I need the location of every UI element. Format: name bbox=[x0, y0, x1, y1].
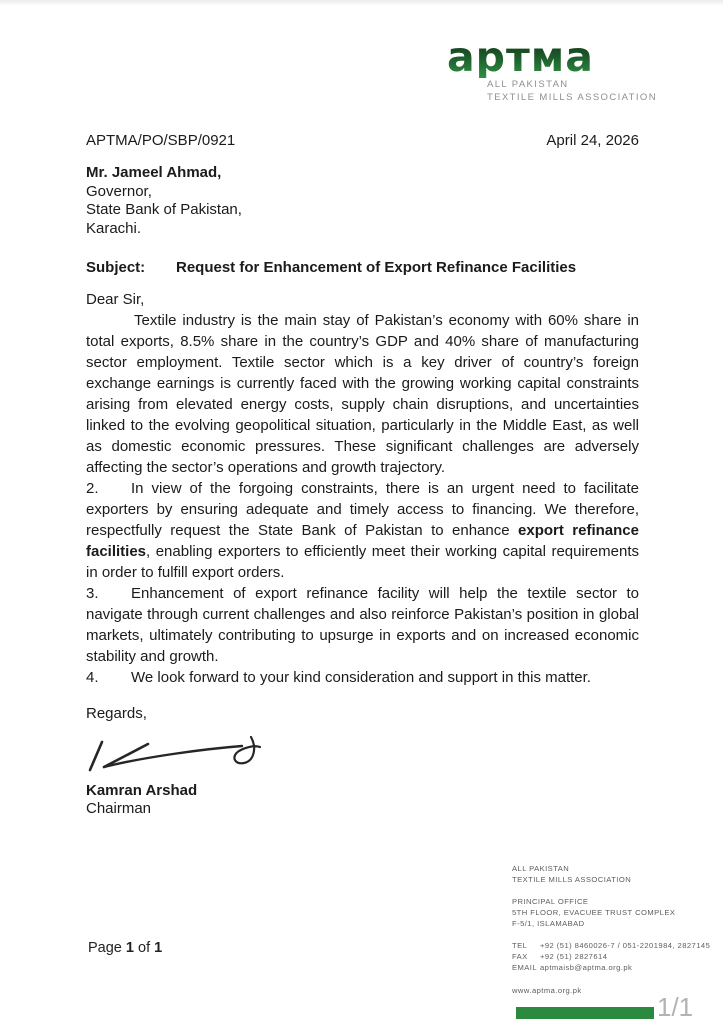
page-total: 1 bbox=[154, 940, 163, 956]
footer-fax-value: +92 (51) 2827614 bbox=[540, 952, 608, 961]
reference-row bbox=[86, 130, 639, 151]
footer-contact-block bbox=[512, 863, 712, 984]
footer-email-label: EMAIL bbox=[512, 963, 538, 972]
of-word: of bbox=[133, 940, 155, 956]
paragraph-4-number: 4. bbox=[86, 669, 99, 686]
footer-address-line1: 5TH FLOOR, EVACUEE TRUST COMPLEX bbox=[512, 908, 676, 917]
footer-org-line2: TEXTILE MILLS ASSOCIATION bbox=[512, 875, 632, 884]
paragraph-2 bbox=[86, 478, 639, 583]
closing-regards: Regards, bbox=[86, 705, 147, 722]
footer-address-line2: F-5/1, ISLAMABAD bbox=[512, 919, 585, 928]
salutation: Dear Sir, bbox=[86, 291, 145, 308]
paragraph-3 bbox=[86, 583, 639, 667]
paragraph-4 bbox=[86, 667, 639, 688]
paragraph-2-text-a: In view of the forgoing constraints, there is an urgent need to facilitate exporters by ensuring adequate and timely access to financing. We therefore, respectfully request the State Bank of Pakistan to enhance bbox=[86, 480, 639, 539]
footer-website: www.aptma.org.pk bbox=[512, 986, 582, 995]
footer-address bbox=[512, 896, 712, 929]
page-count bbox=[88, 940, 162, 956]
subject-line bbox=[86, 257, 639, 278]
footer-tel-label: TEL bbox=[512, 941, 528, 950]
page-number: 1 bbox=[125, 940, 134, 956]
paragraph-2-bold-phrase: export refinance facilities bbox=[86, 522, 639, 560]
signatory-name: Kamran Arshad bbox=[86, 782, 198, 799]
paragraph-1: Textile industry is the main stay of Pakistan’s economy with 60% share in total exports, 8.5% share in the country’s GDP and 40% share of manufacturing sector employment. Textile sector which is a key driver of country’s foreign exchange earnings is currently faced with the growing working capital constraints arising from elevated energy costs, supply chain disruptions, and uncertainties linked to the evolving geopolitical situation, particularly in the Middle East, as well as domestic economic pressures. These significant challenges are adversely affecting the sector’s operations and growth trajectory. bbox=[86, 312, 639, 476]
addressee-organization: State Bank of Pakistan, bbox=[86, 201, 242, 218]
scan-edge bbox=[0, 0, 723, 6]
signature-scribble-icon bbox=[86, 730, 261, 780]
footer-office-title: PRINCIPAL OFFICE bbox=[512, 897, 589, 906]
page-word: Page bbox=[88, 940, 126, 956]
sheet-indicator: 1/1 bbox=[657, 992, 694, 1022]
footer-tel-value: +92 (51) 8460026-7 / 051-2201984, 2827145 bbox=[540, 941, 711, 950]
footer-email-row bbox=[512, 962, 712, 973]
reference-number: APTMA/PO/SBP/0921 bbox=[86, 132, 236, 149]
paragraph-2-number: 2. bbox=[86, 480, 99, 497]
addressee-title: Governor, bbox=[86, 182, 152, 200]
letter-content bbox=[86, 130, 639, 817]
letterhead bbox=[447, 33, 657, 104]
footer-green-bar bbox=[516, 1007, 654, 1019]
paragraph-3-text: Enhancement of export refinance facility will help the textile sector to navigate through current challenges and also reinforce Pakistan’s position in global markets, ultimately contributing to upsurge in exports and on increased economic stability and growth. bbox=[86, 585, 639, 665]
logo-subtitle bbox=[487, 79, 657, 104]
footer-fax-label: FAX bbox=[512, 952, 528, 961]
signature bbox=[86, 730, 639, 817]
addressee-city: Karachi. bbox=[86, 219, 142, 237]
footer-phones bbox=[512, 940, 712, 973]
aptma-logo: apтма bbox=[447, 33, 594, 81]
logo-subtitle-line1: ALL PAKISTAN bbox=[487, 79, 569, 90]
addressee-block bbox=[86, 164, 639, 238]
letter-date: April 24, 2026 bbox=[546, 132, 639, 149]
paragraph-4-text: We look forward to your kind consideration and support in this matter. bbox=[131, 669, 591, 686]
subject-label: Subject: bbox=[86, 259, 146, 276]
logo-subtitle-line2: TEXTILE MILLS ASSOCIATION bbox=[487, 91, 657, 103]
addressee-name: Mr. Jameel Ahmad, bbox=[86, 164, 222, 181]
paragraph-2-text-b: , enabling exporters to efficiently meet their working capital requirements in order to fulfill export orders. bbox=[86, 543, 639, 581]
footer-org bbox=[512, 863, 712, 885]
footer-org-line1: ALL PAKISTAN bbox=[512, 864, 570, 873]
footer-tel-row bbox=[512, 940, 712, 951]
subject-text: Request for Enhancement of Export Refinance Facilities bbox=[176, 259, 577, 276]
footer-email-value: aptmaisb@aptma.org.pk bbox=[540, 963, 633, 972]
signatory-designation: Chairman bbox=[86, 800, 152, 817]
paragraph-3-number: 3. bbox=[86, 585, 99, 602]
footer-fax-row bbox=[512, 951, 712, 962]
